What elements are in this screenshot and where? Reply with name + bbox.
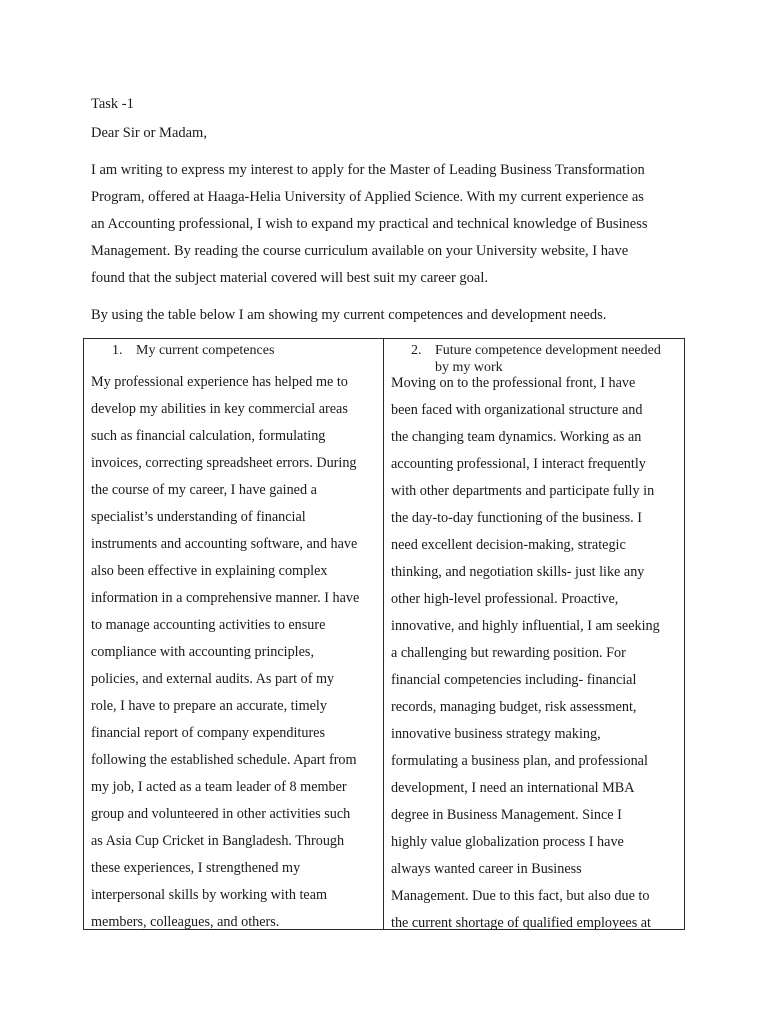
list-number: 2.: [411, 343, 422, 358]
future-development-text: Moving on to the professional front, I have been faced with organizational structure and the changing team dynamics. Working as an accounting professional, I interact frequently with other departments and participate fully in the day-to-day functioning of the business. I need excellent decision-making, strategic thinking, and negotiation skills- just like any other high-level professional. Proactive, innovative, and highly influential, I am seeking a challenging but rewarding position. For financial competencies including- financial records, managing budget, risk assessment, innovative business strategy making, formulating a business plan, and professional development, I need an international MBA degree in Business Management. Since I highly value globalization process I have always wanted career in Business Management. Due to this fact, but also due to the current shortage of qualified employees at: [391, 375, 660, 929]
salutation: Dear Sir or Madam,: [91, 125, 207, 141]
competence-table: [83, 338, 685, 930]
future-development-header: [384, 339, 684, 377]
table-intro-sentence: By using the table below I am showing my current competences and development needs.: [91, 307, 607, 323]
list-number: 1.: [112, 343, 123, 358]
future-development-column: [384, 339, 684, 929]
column-header-text: My current competences: [136, 343, 275, 358]
current-competences-column: [84, 339, 384, 929]
intro-paragraph: I am writing to express my interest to apply for the Master of Leading Business Transformation Program, offered at Haaga-Helia University of Applied Science. With my current experience as an Accounting professional, I wish to expand my practical and technical knowledge of Business Management. By reading the course curriculum available on your University website, I have found that the subject material covered will best suit my career goal.: [91, 162, 648, 286]
current-competences-text: My professional experience has helped me to develop my abilities in key commercial areas such as financial calculation, formulating invoices, correcting spreadsheet errors. During the course of my career, I have gained a specialist’s understanding of financial instruments and accounting software, and have also been effective in explaining complex information in a comprehensive manner. I have to manage accounting activities to ensure compliance with accounting principles, policies, and external audits. As part of my role, I have to prepare an accurate, timely financial report of company expenditures following the established schedule. Apart from my job, I acted as a team leader of 8 member group and volunteered in other activities such as Asia Cup Cricket in Bangladesh. Through these experiences, I strengthened my interpersonal skills by working with team members, colleagues, and others.: [91, 374, 360, 929]
task-heading: Task -1: [91, 96, 134, 112]
column-header-text: Future competence development needed by my work: [435, 343, 661, 375]
current-competences-header: [84, 339, 383, 369]
